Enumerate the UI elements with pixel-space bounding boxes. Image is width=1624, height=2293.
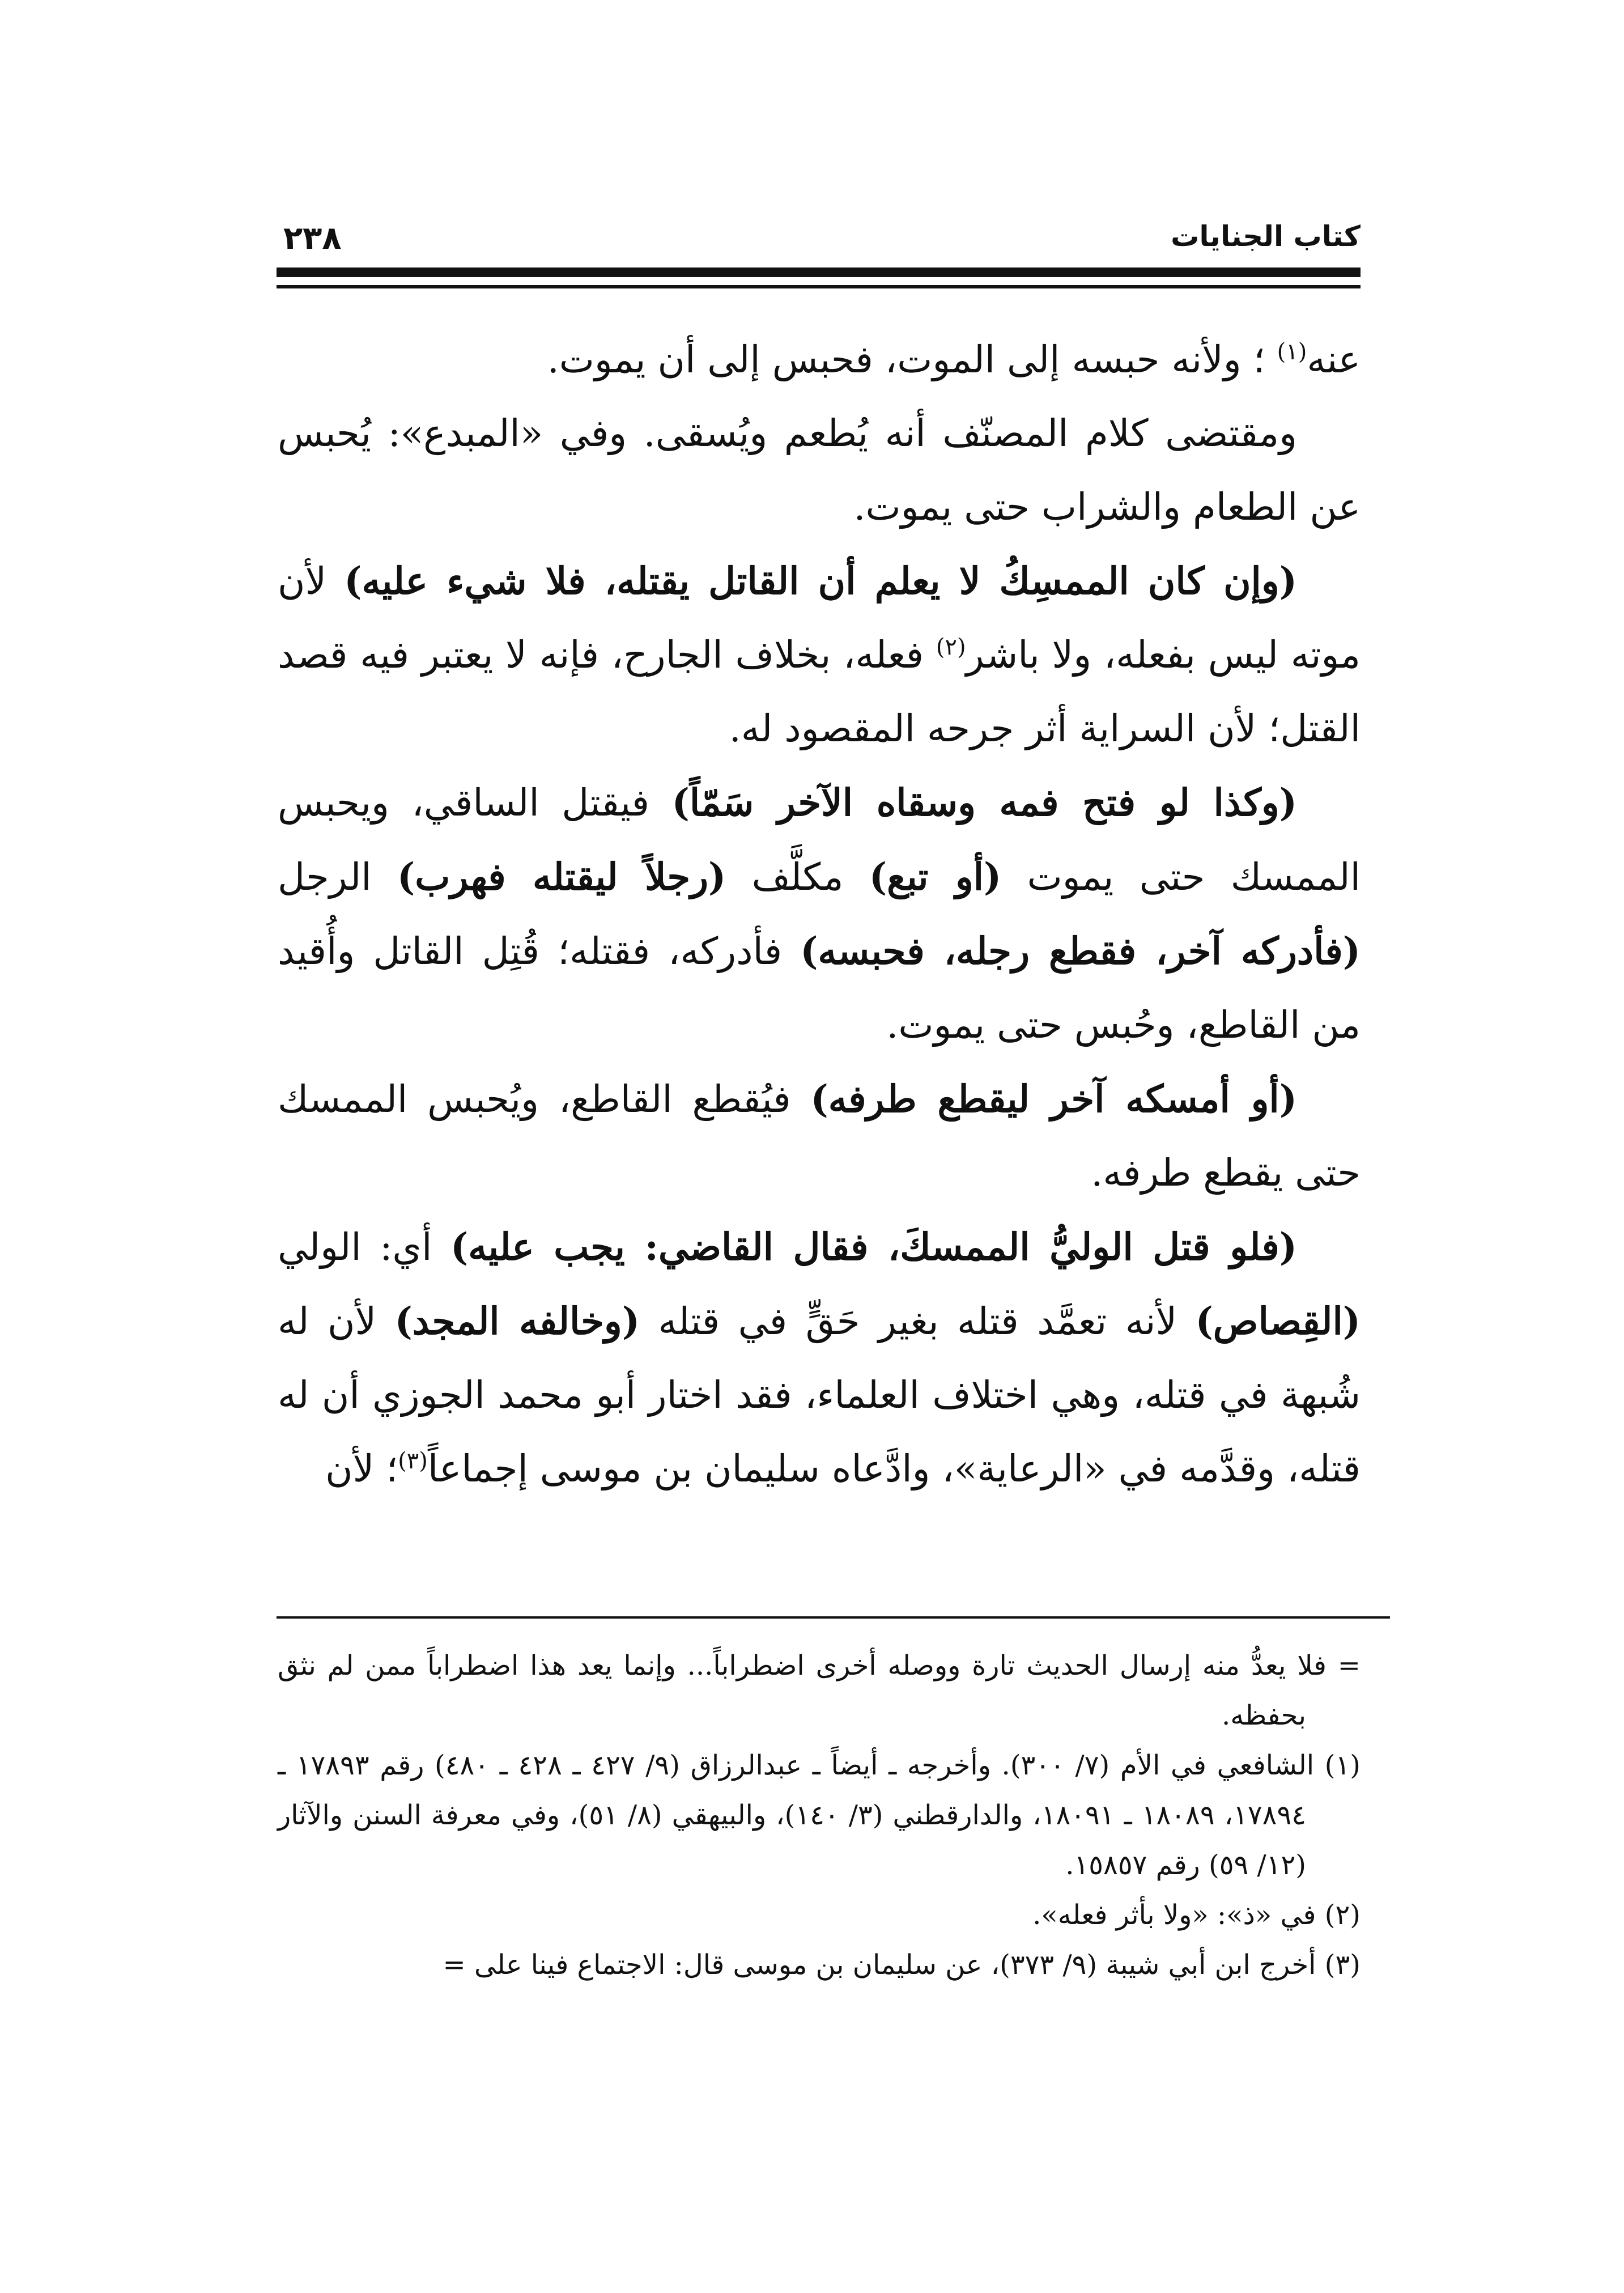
footnote-ref-2: (٢) bbox=[936, 634, 966, 660]
matn-text: (أو تبع) bbox=[869, 855, 1002, 899]
matn-text: (وإن كان الممسِكُ لا يعلم أن القاتل يقتله، فلا شيء عليه) bbox=[344, 559, 1297, 603]
text-run: الرجل bbox=[278, 855, 397, 899]
footnote-3: (٣) أخرج ابن أبي شيبة (٩/ ٣٧٣)، عن سليمان بن موسى قال: الاجتماع فينا على = bbox=[443, 1949, 1361, 1981]
matn-text: (فأدركه آخر، فقطع رجله، فحبسه) bbox=[800, 929, 1361, 973]
main-text bbox=[278, 323, 1361, 1506]
footnote-ref-3: (٣) bbox=[398, 1448, 428, 1474]
running-header bbox=[277, 220, 1361, 265]
text-run: فعله، بخلاف الجارح، فإنه لا يعتبر فيه قصد القتل؛ لأن السراية أثر جرحه المقصود له. bbox=[278, 633, 1361, 750]
footnote-1: (١) الشافعي في الأم (٧/ ٣٠٠). وأخرجه ـ أيضاً ـ عبدالرزاق (٩/ ٤٢٧ ـ ٤٢٨ ـ ٤٨٠) رقم ١٧٨٩٣ ـ ١٧٨٩٤، ١٨٠٨٩ ـ ١٨٠٩١، والدارقطني (٣/ ١٤٠)، والبيهقي (٨/ ٥١)، وفي معرفة السنن والآثار (١٢/ ٥٩) رقم ١٥٨٥٧. bbox=[278, 1750, 1361, 1881]
matn-text: (القِصاص) bbox=[1195, 1299, 1361, 1343]
text-run: فيُقطع القاطع، ويُحبس الممسك حتى يقطع طرفه. bbox=[278, 1077, 1361, 1195]
paragraph-5 bbox=[278, 1062, 1361, 1210]
footnotes bbox=[278, 1641, 1361, 1990]
footnote-2: (٢) في «ذ»: «ولا بأثر فعله». bbox=[1032, 1899, 1361, 1931]
text-run: ؛ لأن bbox=[325, 1447, 398, 1491]
text-run: فيقتل الساقي، ويحبس الممسك حتى يموت bbox=[278, 781, 1361, 899]
page-number: ٢٣٨ bbox=[283, 220, 342, 257]
matn-text: (وخالفه المجد) bbox=[394, 1299, 640, 1343]
book-title: كتاب الجنايات bbox=[1171, 220, 1361, 253]
footnote-ref-1: (١) bbox=[1277, 339, 1307, 365]
text-run: مكلَّف bbox=[726, 855, 869, 899]
paragraph-3 bbox=[278, 544, 1361, 766]
header-rule-thin bbox=[277, 285, 1361, 288]
text-run: ؛ ولأنه حبسه إلى الموت، فحبس إلى أن يموت. bbox=[547, 338, 1277, 381]
text-run: لأنه تعمَّد قتله بغير حَقٍّ في قتله bbox=[640, 1300, 1196, 1343]
header-rule-thick bbox=[277, 267, 1361, 277]
matn-text: (وكذا لو فتح فمه وسقاه الآخر سَمّاً) bbox=[671, 780, 1298, 825]
paragraph-6 bbox=[278, 1210, 1361, 1506]
matn-text: (أو أمسكه آخر ليقطع طرفه) bbox=[810, 1077, 1297, 1121]
footnote-continuation: = فلا يعدُّ منه إرسال الحديث تارة ووصله أخرى اضطراباً... وإنما يعد هذا اضطراباً ممن لم نثق بحفظه. bbox=[278, 1650, 1361, 1731]
footnote-separator bbox=[277, 1616, 1390, 1619]
text-run: أي: الولي bbox=[278, 1225, 450, 1269]
matn-text: (فلو قتل الوليُّ الممسكَ، فقال القاضي: يجب عليه) bbox=[450, 1225, 1297, 1269]
paragraph-2: ومقتضى كلام المصنّف أنه يُطعم ويُسقى. وفي «المبدع»: يُحبس عن الطعام والشراب حتى يموت. bbox=[278, 411, 1361, 529]
text-run: لأن له شُبهة في قتله، وهي اختلاف العلماء، فقد اختار أبو محمد الجوزي أن له قتله، وقدَّمه في «الرعاية»، وادَّعاه سليمان بن موسى إجماعاً bbox=[278, 1300, 1361, 1491]
paragraph-1 bbox=[278, 323, 1361, 397]
text-run: فأدركه، فقتله؛ قُتِل القاتل وأُقيد من القاطع، وحُبس حتى يموت. bbox=[278, 929, 1361, 1047]
text-run: عنه bbox=[1307, 338, 1361, 381]
text-run: لأن موته ليس بفعله، ولا باشر bbox=[278, 559, 1361, 677]
matn-text: (رجلاً ليقتله فهرب) bbox=[397, 855, 726, 899]
paragraph-4 bbox=[278, 766, 1361, 1062]
